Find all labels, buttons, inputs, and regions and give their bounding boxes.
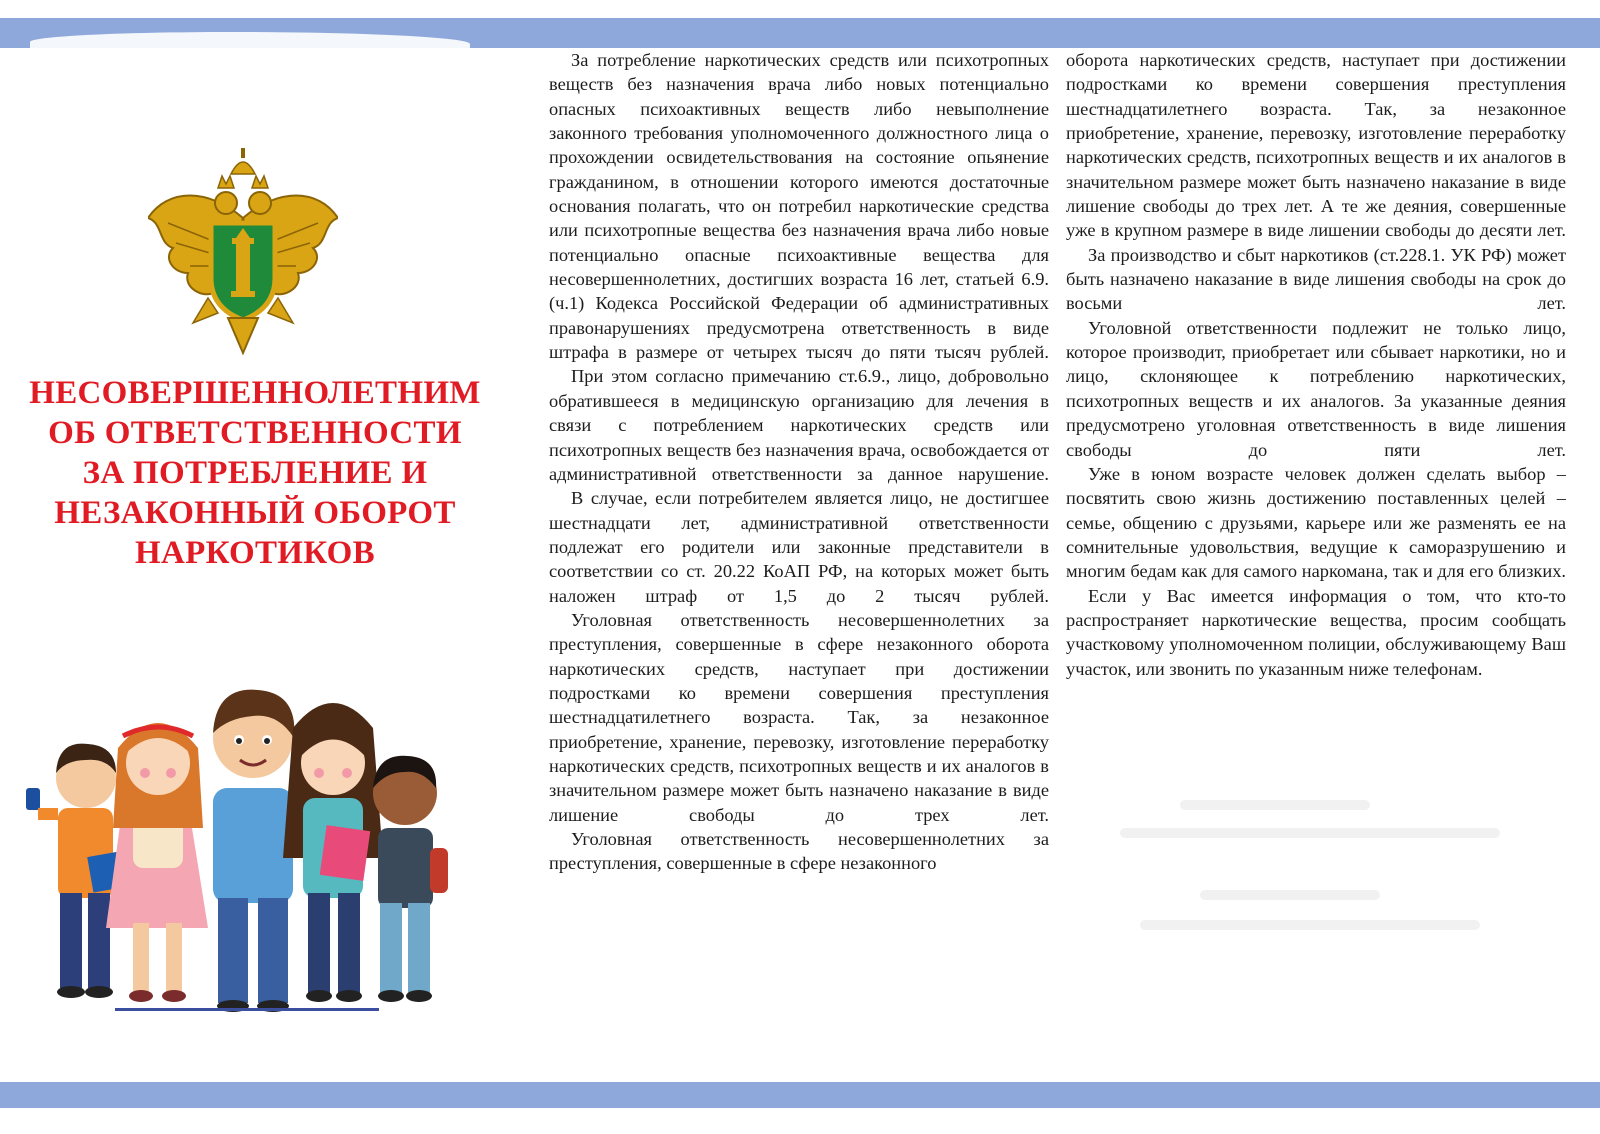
cover-title (10, 373, 500, 573)
cover-panel (0, 48, 510, 1082)
bottom-decorative-band (0, 1082, 1600, 1108)
paragraph: Уже в юном возрасте человек должен сделать выбор – посвятить свою жизнь достижению поставленных целей – семье, общению с друзьями, карьере или же разменять ее на сомнительные удовольствия, ведущие к саморазрушению и многим бедам как для самого наркомана, так и для его близких. (1066, 463, 1566, 582)
paragraph: Уголовная ответственность несовершеннолетних за преступления, совершенные в сфере незаконного оборота наркотических средств, наступает при достижении подростками ко времени совершения преступления шестнадцатилетнего возраста. Так, за незаконное приобретение, хранение, перевозку, изготовление переработку наркотических средств, психотропных веществ и их аналогов в значительном размере может быть назначено наказание в виде лишение свободы до трех лет. (549, 609, 1049, 825)
paragraph: Уголовной ответственности подлежит не только лицо, которое производит, приобретает или сбывает наркотики, но и лицо, склоняющее к потреблению наркотических, психотропных веществ и их аналогов. За указанные деяния предусмотрено уголовная ответственность в виде лишения свободы до пяти лет. (1066, 317, 1566, 460)
paragraph: Если у Вас имеется информация о том, что кто-то распространяет наркотические вещества, просим сообщать участковому уполномоченном полиции, обслуживающему Ваш участок, или звонить по указанным ниже телефонам. (1066, 585, 1566, 679)
text-column-1 (549, 48, 1049, 876)
paragraph: оборота наркотических средств, наступает при достижении подростками ко времени совершения преступления шестнадцатилетнего возраста. Так, за незаконное приобретение, хранение, перевозку, изготовление переработку наркотических средств, психотропных веществ и их аналогов в значительном размере может быть назначено наказание в виде лишение свободы до трех лет. А те же деяния, совершенные уже в крупном размере в виде лишении свободы до десяти лет. (1066, 50, 1566, 241)
kid-5 (373, 756, 448, 1002)
paragraph: В случае, если потребителем является лицо, не достигшее шестнадцати лет, административной ответственности подлежат его родители или законные представители в соответствии со ст. 20.22 КоАП РФ, на которых может быть наложен штраф от 1,5 до 2 тысяч рублей. (549, 488, 1049, 606)
top-decorative-band (0, 18, 1600, 48)
kid-2 (106, 723, 208, 1002)
cover-title-line: НЕЗАКОННЫЙ ОБОРОТ (54, 495, 456, 531)
paragraph: За потребление наркотических средств или психотропных веществ без назначения врача либо новых потенциально опасных психоактивных веществ либо невыполнение законного требования уполномоченного должностного лица о прохождении освидетельствования на состояние опьянение гражданином, в отношении которого имеются достаточные основания полагать, что он потребил наркотические средства или психотропные вещества без назначения врача либо новые потенциально опасные психоактивные вещества для несовершеннолетних, достигших возраста 16 лет, статьей 6.9. (ч.1) Кодекса Российской Федерации об административных правонарушениях предусмотрена ответственность в виде штрафа в размере от четырех тысяч до пяти тысяч рублей. (549, 50, 1049, 363)
paragraph: За производство и сбыт наркотиков (ст.228.1. УК РФ) может быть назначено наказание в виде лишения свободы на срок до восьми лет. (1066, 244, 1566, 314)
paragraph: При этом согласно примечанию ст.6.9., лицо, добровольно обратившееся в медицинскую организацию для лечения в связи с потреблением наркотических средств или психотропных веществ без назначения врача, освобождается от административной ответственности за данное нарушение. (549, 366, 1049, 484)
cover-title-line: НАРКОТИКОВ (135, 535, 375, 571)
cover-title-line: ЗА ПОТРЕБЛЕНИЕ И (82, 455, 428, 491)
kid-4 (283, 703, 383, 1002)
faded-contact-block (1120, 790, 1540, 950)
cover-divider (115, 1008, 379, 1011)
teenagers-illustration-icon (18, 668, 478, 1038)
cover-title-line: ОБ ОТВЕТСТВЕННОСТИ (48, 415, 462, 451)
text-column-2 (1066, 48, 1566, 681)
cover-title-line: НЕСОВЕРШЕННОЛЕТНИМ (29, 375, 481, 411)
kid-3 (213, 690, 294, 1012)
prosecutor-eagle-emblem-icon (148, 148, 338, 358)
paragraph: Уголовная ответственность несовершеннолетних за преступления, совершенные в сфере незаконного (549, 829, 1049, 874)
